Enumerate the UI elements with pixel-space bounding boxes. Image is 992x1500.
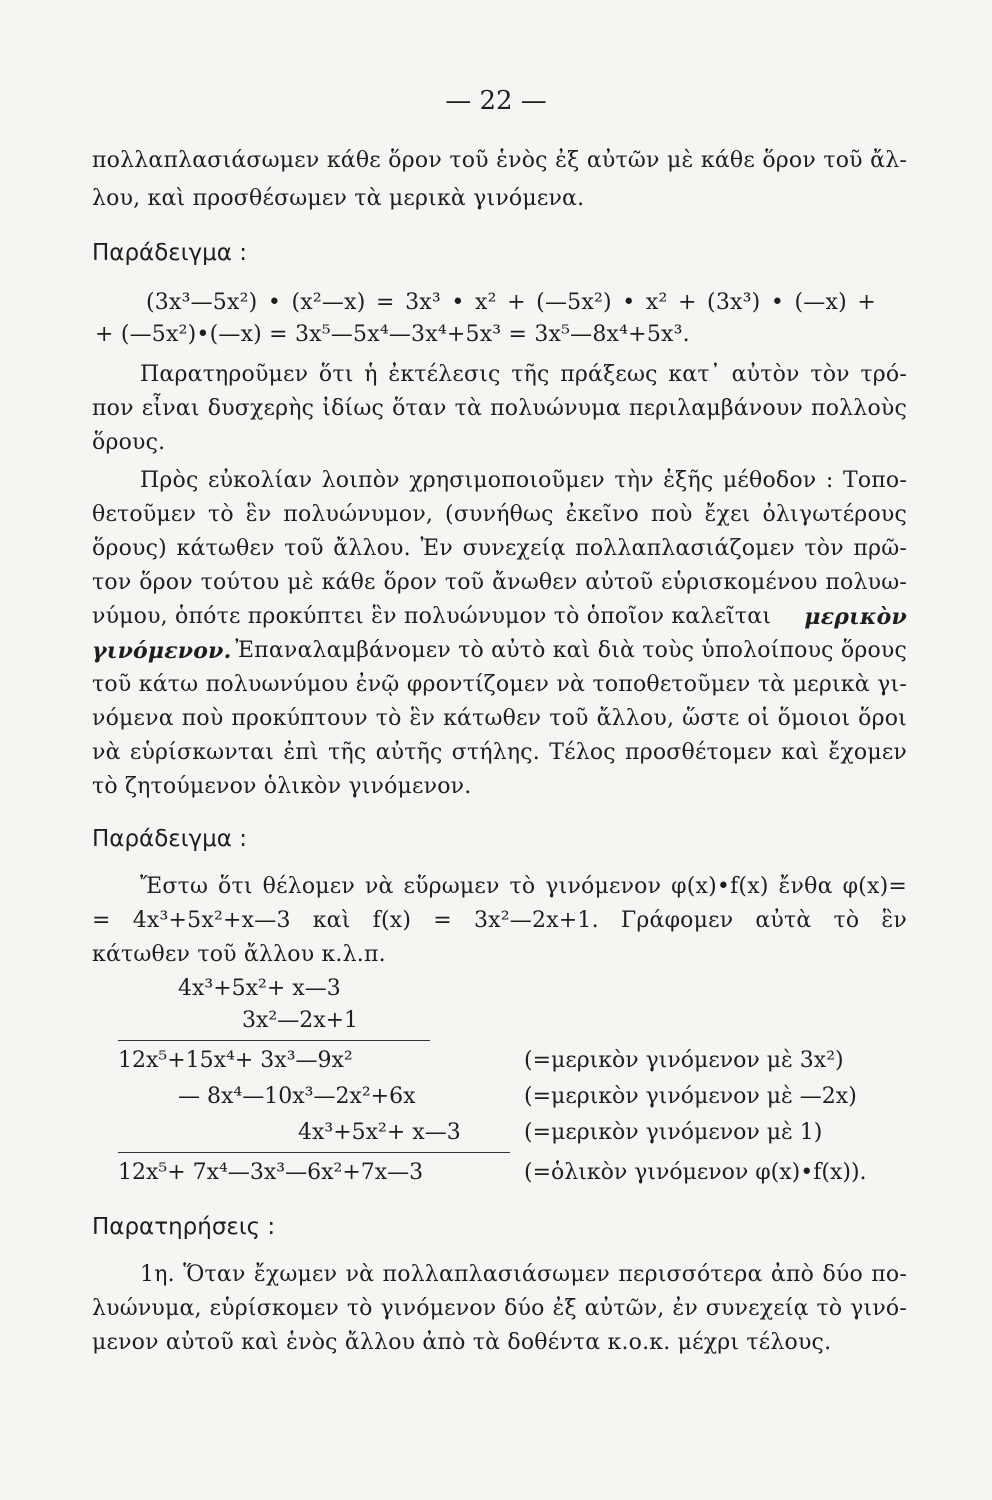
page-number: — 22 —: [445, 86, 547, 116]
method-line-8: νόμενα ποὺ προκύπτουν τὸ ἓν κάτωθεν τοῦ ἄλλου, ὥστε οἱ ὅμοιοι ὅροι: [92, 706, 907, 731]
equation-line-2: + (—5x²)•(—x) = 3x⁵—5x⁴—3x⁴+5x³ = 3x⁵—8x⁴+5x³.: [95, 322, 690, 347]
method-line-2: θετοῦμεν τὸ ἓν πολυώνυμον, (συνήθως ἐκεῖνο ποὺ ἔχει ὀλιγωτέρους: [92, 502, 907, 527]
sum-rule: [118, 1152, 510, 1153]
remark-1-line-3: μενον αὐτοῦ καὶ ἑνὸς ἄλλου ἀπὸ τὰ δοθέντα κ.ο.κ. μέχρι τέλους.: [92, 1330, 832, 1355]
method-line-5: [92, 604, 907, 630]
partial-product-3: 4x³+5x²+ x—3: [298, 1120, 461, 1145]
term-product: γινόμενον.: [92, 638, 232, 664]
method-line-7: τοῦ κάτω πολυωνύμου ἐνῷ φροντίζομεν νὰ τοποθετοῦμεν τὰ μερικὰ γι-: [92, 672, 907, 697]
polynomial-phi: 4x³+5x²+ x—3: [178, 976, 341, 1001]
term-partial: μερικὸν: [804, 604, 907, 630]
remark-1-line-2: λυώνυμα, εὑρίσκομεν τὸ γινόμενον δύο ἐξ αὐτῶν, ἐν συνεχείᾳ τὸ γινό-: [92, 1296, 907, 1321]
method-line-6-text: Ἐπαναλαμβάνομεν τὸ αὐτὸ καὶ διὰ τοὺς ὑπολοίπους ὅρους: [235, 638, 907, 663]
partial-product-3-note: (=μερικὸν γινόμενον μὲ 1): [524, 1120, 823, 1145]
partial-product-2-note: (=μερικὸν γινόμενον μὲ —2x): [524, 1084, 857, 1109]
example-1-heading: Παράδειγμα :: [92, 240, 247, 266]
example-2-heading: Παράδειγμα :: [92, 826, 247, 852]
method-line-3: ὅρους) κάτωθεν τοῦ ἄλλου. Ἐν συνεχείᾳ πολλαπλασιάζομεν τὸν πρῶ-: [92, 536, 907, 561]
total-product: 12x⁵+ 7x⁴—3x³—6x²+7x—3: [118, 1160, 424, 1185]
equation-line-1: (3x³—5x²) • (x²—x) = 3x³ • x² + (—5x²) • x² + (3x³) • (—x) +: [146, 290, 876, 315]
method-line-6: [92, 638, 907, 664]
method-line-9: νὰ εὑρίσκωνται ἐπὶ τῆς αὐτῆς στήλης. Τέλος προσθέτομεν καὶ ἔχομεν: [92, 740, 907, 765]
remark-1-line-1: 1η. Ὅταν ἔχωμεν νὰ πολλαπλασιάσωμεν περισσότερα ἀπὸ δύο πο-: [140, 1262, 907, 1287]
example-2-line-3: κάτωθεν τοῦ ἄλλου κ.λ.π.: [92, 942, 386, 967]
remarks-heading: Παρατηρήσεις :: [92, 1214, 276, 1240]
observation-line-3: ὅρους.: [92, 430, 166, 455]
partial-product-1-note: (=μερικὸν γινόμενον μὲ 3x²): [524, 1048, 844, 1073]
partial-product-1: 12x⁵+15x⁴+ 3x³—9x²: [118, 1048, 353, 1073]
observation-line-1: Παρατηροῦμεν ὅτι ἡ ἐκτέλεσις τῆς πράξεως κατ᾽ αὐτὸν τὸν τρό-: [140, 362, 907, 387]
intro-line-1: πολλαπλασιάσωμεν κάθε ὅρον τοῦ ἑνὸς ἐξ αὐτῶν μὲ κάθε ὅρον τοῦ ἄλ-: [92, 148, 907, 173]
example-2-line-2: = 4x³+5x²+x—3 καὶ f(x) = 3x²—2x+1. Γράφομεν αὐτὰ τὸ ἓν: [92, 908, 907, 933]
intro-line-2: λου, καὶ προσθέσωμεν τὰ μερικὰ γινόμενα.: [92, 186, 585, 211]
observation-line-2: πον εἶναι δυσχερὴς ἰδίως ὅταν τὰ πολυώνυμα περιλαμβάνουν πολλοὺς: [92, 396, 907, 421]
multiplication-rule: [118, 1040, 430, 1041]
method-line-1: Πρὸς εὐκολίαν λοιπὸν χρησιμοποιοῦμεν τὴν ἑξῆς μέθοδον : Τοπο-: [140, 468, 907, 493]
method-line-5-text: νύμου, ὁπότε προκύπτει ἓν πολυώνυμον τὸ ὁποῖον καλεῖται: [92, 604, 772, 629]
example-2-line-1: Ἔστω ὅτι θέλομεν νὰ εὕρωμεν τὸ γινόμενον φ(x)•f(x) ἔνθα φ(x)=: [140, 874, 907, 899]
method-line-4: τον ὅρον τούτου μὲ κάθε ὅρον τοῦ ἄνωθεν αὐτοῦ εὑρισκομένου πολυω-: [92, 570, 907, 595]
total-product-note: (=ὁλικὸν γινόμενον φ(x)•f(x)).: [524, 1160, 867, 1185]
polynomial-f: 3x²—2x+1: [242, 1008, 359, 1033]
partial-product-2: — 8x⁴—10x³—2x²+6x: [178, 1084, 416, 1109]
method-line-10: τὸ ζητούμενον ὁλικὸν γινόμενον.: [92, 774, 472, 799]
